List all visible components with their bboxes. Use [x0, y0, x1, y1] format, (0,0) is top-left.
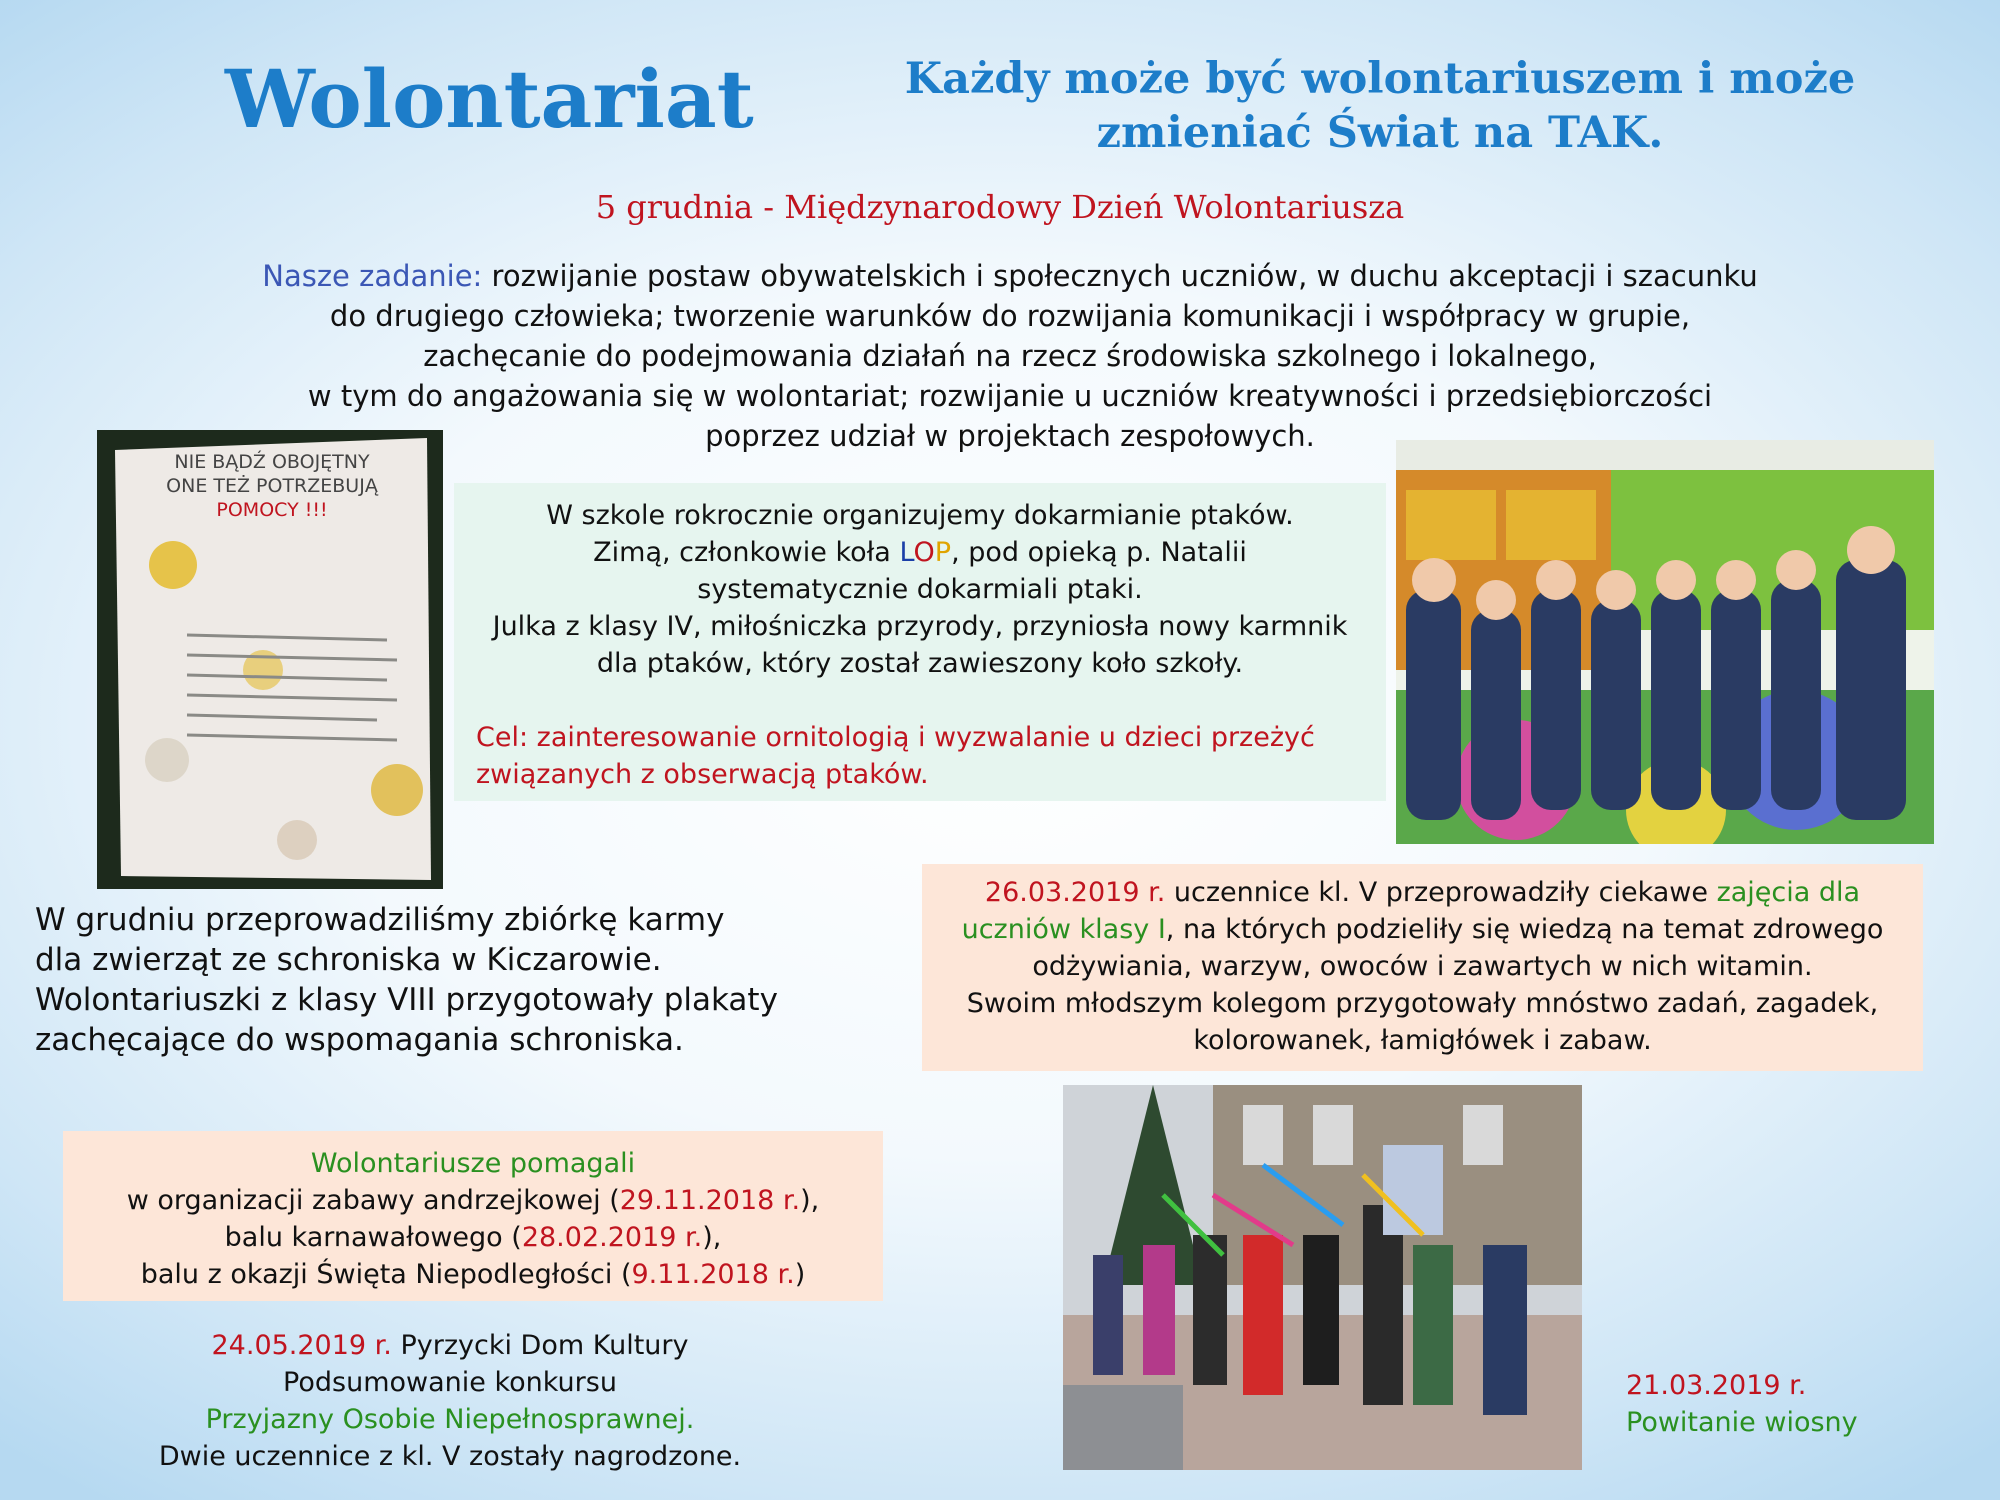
goal-text: Cel: zainteresowanie ornitologią i wyzwalanie u dzieci przeżyć: [476, 722, 1315, 753]
lesson-date: 26.03.2019 r.: [984, 877, 1166, 908]
contest-paragraph: [100, 1327, 800, 1475]
slogan-line: Każdy może być wolontariuszem i może: [904, 54, 1856, 104]
lesson-text: uczennice kl. V przeprowadziły ciekawe: [1165, 877, 1717, 908]
event-date: 9.11.2018 r.: [631, 1259, 795, 1290]
task-text: w tym do angażowania się w wolontariat; rozwijanie u uczniów kreatywności i przedsiębiorczości: [307, 379, 1713, 413]
event-date: 29.11.2018 r.: [619, 1185, 801, 1216]
spring-date: 21.03.2019 r.: [1626, 1370, 1807, 1401]
contest-date: 24.05.2019 r.: [211, 1330, 392, 1361]
spring-label: Powitanie wiosny: [1626, 1407, 1858, 1438]
spring-walk-photo: [1063, 1085, 1582, 1470]
lesson-box: [922, 864, 1923, 1071]
task-paragraph: [160, 256, 1860, 456]
volunteers-text: ): [794, 1259, 806, 1290]
lesson-text: odżywiania, warzyw, owoców i zawartych w nich witamin.: [1032, 951, 1813, 982]
volunteers-text: ),: [800, 1185, 820, 1216]
lesson-text: Swoim młodszym kolegom przygotowały mnóstwo zadań, zagadek,: [966, 988, 1879, 1019]
birds-text: Zimą, członkowie koła: [593, 537, 900, 568]
lesson-highlight: zajęcia dla: [1716, 877, 1861, 908]
birds-text: W szkole rokrocznie organizujemy dokarmianie ptaków.: [546, 500, 1294, 531]
spring-caption: [1626, 1367, 1858, 1441]
volunteers-text: balu karnawałowego (: [224, 1222, 522, 1253]
shelter-text: W grudniu przeprowadziliśmy zbiórkę karmy: [35, 902, 725, 938]
lesson-text: kolorowanek, łamigłówek i zabaw.: [1193, 1025, 1652, 1056]
shelter-text: Wolontariuszki z klasy VIII przygotowały plakaty: [35, 982, 778, 1018]
volunteer-day-heading: 5 grudnia - Międzynarodowy Dzień Wolontariusza: [595, 188, 1405, 226]
volunteers-text: balu z okazji Święta Niepodległości (: [140, 1259, 632, 1290]
class-photo: [1396, 440, 1934, 844]
contest-text: Podsumowanie konkursu: [283, 1367, 617, 1398]
shelter-text: dla zwierząt ze schroniska w Kiczarowie.: [35, 942, 662, 978]
task-label: Nasze zadanie:: [262, 259, 483, 293]
lop-letter: L: [899, 537, 914, 568]
poster-line: ONE TEŻ POTRZEBUJĄ: [166, 475, 378, 497]
lop-letter: P: [934, 537, 952, 568]
birds-goal: [476, 719, 1364, 793]
page-title: Wolontariat: [225, 52, 754, 146]
birds-text: , pod opieką p. Natalii: [951, 537, 1247, 568]
bird-feeding-box: [454, 483, 1386, 801]
task-text: rozwijanie postaw obywatelskich i społecznych uczniów, w duchu akceptacji i szacunku: [482, 259, 1758, 293]
volunteers-box: [63, 1131, 883, 1301]
lesson-text: , na których podzieliły się wiedzą na temat zdrowego: [1165, 914, 1884, 945]
slogan: [820, 52, 1940, 160]
event-date: 28.02.2019 r.: [521, 1222, 703, 1253]
goal-text: związanych z obserwacją ptaków.: [476, 759, 929, 790]
lesson-highlight: uczniów klasy I: [961, 914, 1166, 945]
shelter-paragraph: [35, 900, 825, 1060]
lop-letter: O: [913, 537, 935, 568]
volunteers-text: w organizacji zabawy andrzejkowej (: [126, 1185, 620, 1216]
birds-text: dla ptaków, który został zawieszony koło szkoły.: [596, 648, 1244, 679]
contest-name: Przyjazny Osobie Niepełnosprawnej.: [205, 1404, 695, 1435]
poster-line: NIE BĄDŹ OBOJĘTNY: [174, 451, 370, 473]
poster-text: [117, 450, 427, 522]
contest-text: Dwie uczennice z kl. V zostały nagrodzone.: [158, 1441, 742, 1472]
poster-line: POMOCY !!!: [216, 499, 328, 521]
task-text: poprzez udział w projektach zespołowych.: [705, 419, 1315, 453]
birds-text: systematycznie dokarmiali ptaki.: [697, 574, 1143, 605]
volunteers-heading: Wolontariusze pomagali: [310, 1148, 636, 1179]
volunteers-text: ),: [702, 1222, 722, 1253]
birds-text: Julka z klasy IV, miłośniczka przyrody, przyniosła nowy karmnik: [492, 611, 1348, 642]
shelter-text: zachęcające do wspomagania schroniska.: [35, 1022, 684, 1058]
task-text: zachęcanie do podejmowania działań na rzecz środowiska szkolnego i lokalnego,: [423, 339, 1597, 373]
shelter-poster-photo: [97, 430, 443, 889]
slogan-line: zmieniać Świat na TAK.: [1096, 108, 1664, 158]
contest-text: Pyrzycki Dom Kultury: [391, 1330, 689, 1361]
task-text: do drugiego człowieka; tworzenie warunków do rozwijania komunikacji i współpracy w grupie,: [329, 299, 1691, 333]
